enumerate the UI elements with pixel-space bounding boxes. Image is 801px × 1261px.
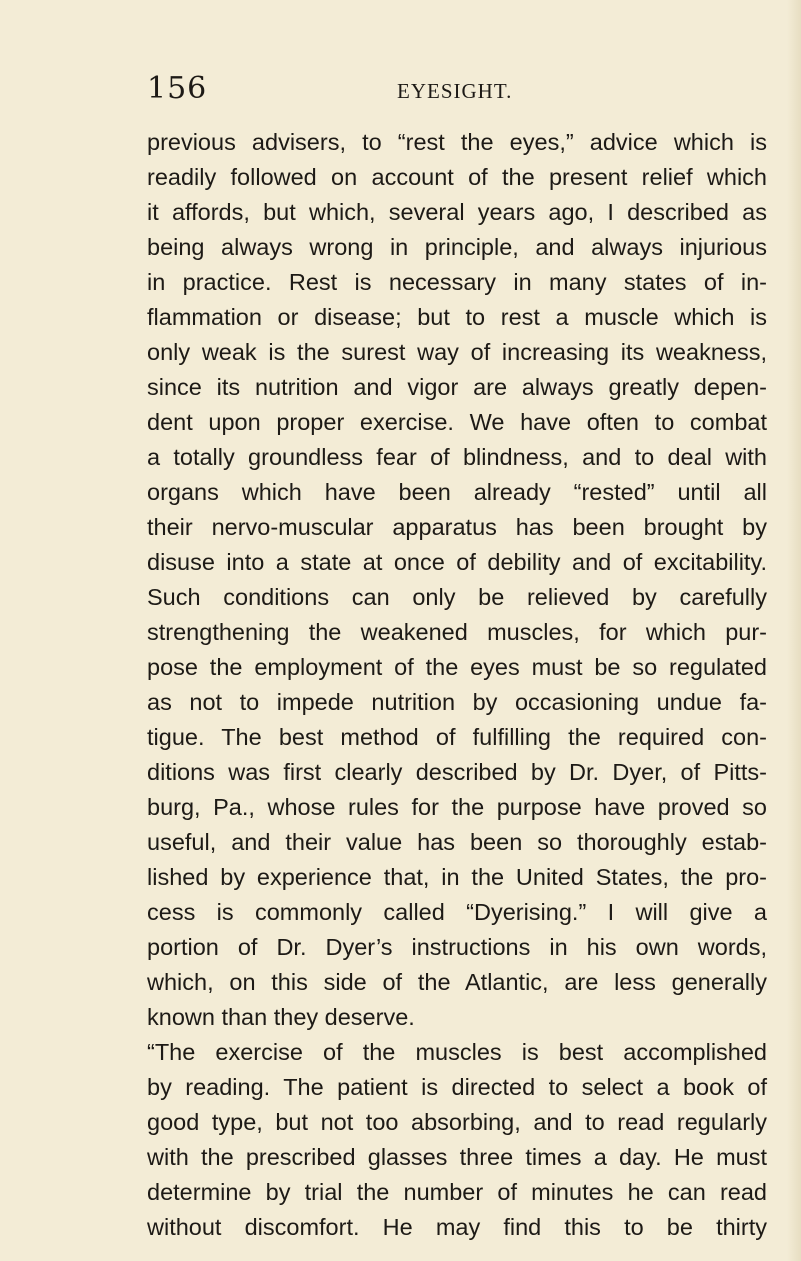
text-line: as not to impede nutrition by occasioning undue fa- [147,689,767,715]
body-text [147,125,767,1245]
running-title: EYESIGHT. [397,79,513,103]
text-line: since its nutrition and vigor are always greatly depen- [147,374,767,400]
page-number: 156 [147,71,208,106]
text-line: burg, Pa., whose rules for the purpose have proved so [147,794,767,820]
text-line: disuse into a state at once of debility and of excitability. [147,549,767,575]
text-line: in practice. Rest is necessary in many states of in- [147,269,767,295]
text-line: portion of Dr. Dyer’s instructions in his own words, [147,934,767,960]
text-line: tigue. The best method of fulfilling the required con- [147,724,767,750]
page-edge-shadow [787,0,801,1261]
text-line: flammation or disease; but to rest a muscle which is [147,304,767,330]
text-line: previous advisers, to “rest the eyes,” advice which is [147,129,767,155]
text-line: useful, and their value has been so thoroughly estab- [147,829,767,855]
running-head [147,72,767,112]
text-line: good type, but not too absorbing, and to read regularly [147,1109,767,1135]
text-line: organs which have been already “rested” until all [147,479,767,505]
text-line: being always wrong in principle, and always injurious [147,234,767,260]
text-line: dent upon proper exercise. We have often to combat [147,409,767,435]
text-line: “The exercise of the muscles is best accomplished [147,1039,767,1065]
text-line: Such conditions can only be relieved by carefully [147,584,767,610]
text-line: lished by experience that, in the United States, the pro- [147,864,767,890]
text-line: strengthening the weakened muscles, for which pur- [147,619,767,645]
text-line: by reading. The patient is directed to select a book of [147,1074,767,1100]
text-line: with the prescribed glasses three times a day. He must [147,1144,767,1170]
text-line: a totally groundless fear of blindness, and to deal with [147,444,767,470]
text-line: which, on this side of the Atlantic, are less generally [147,969,767,995]
text-line: without discomfort. He may find this to be thirty [147,1214,767,1240]
text-line: their nervo-muscular apparatus has been brought by [147,514,767,540]
text-line: it affords, but which, several years ago, I described as [147,199,767,225]
text-line: determine by trial the number of minutes he can read [147,1179,767,1205]
text-line: known than they deserve. [147,1004,415,1030]
text-line: cess is commonly called “Dyerising.” I will give a [147,899,767,925]
text-line: only weak is the surest way of increasing its weakness, [147,339,767,365]
text-line: ditions was first clearly described by Dr. Dyer, of Pitts- [147,759,767,785]
text-line: pose the employment of the eyes must be so regulated [147,654,767,680]
text-line: readily followed on account of the present relief which [147,164,767,190]
